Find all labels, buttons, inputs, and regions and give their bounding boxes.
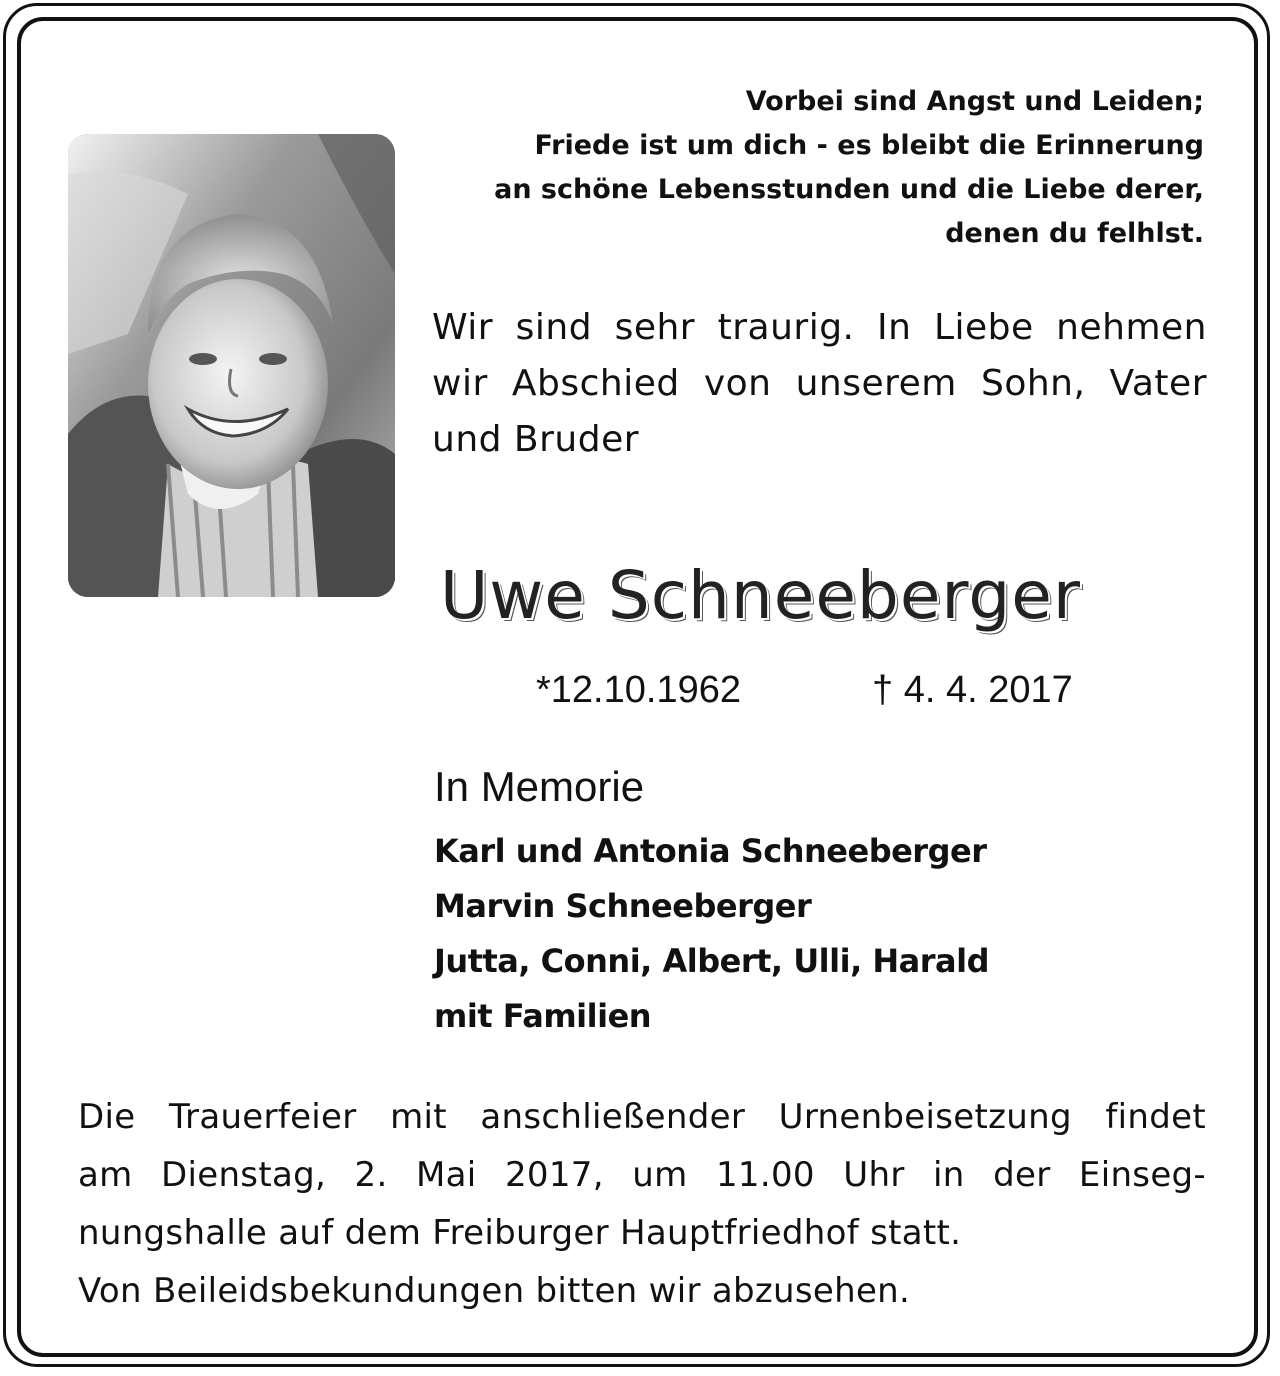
verse-line: an schöne Lebensstunden und die Liebe derer, (494, 174, 1204, 205)
verse-line: Friede ist um dich - es bleibt die Erinnerung (534, 130, 1204, 161)
ceremony-notice (78, 1088, 1206, 1320)
mourner-line: Jutta, Conni, Albert, Ulli, Harald (434, 942, 989, 980)
mourner-line: Marvin Schneeberger (434, 887, 812, 925)
mourners-list (434, 824, 989, 1044)
ceremony-line: Die Trauerfeier mit anschließender Urnenbeisetzung findet (78, 1097, 1206, 1137)
life-dates (536, 665, 1073, 715)
verse-line: denen du felhlst. (945, 218, 1204, 249)
mourners-heading: In Memorie (434, 763, 645, 810)
ceremony-line: Von Beileidsbekundungen bitten wir abzusehen. (78, 1271, 911, 1311)
deceased-name: Uwe Schneeberger (440, 557, 1082, 634)
ceremony-line: nungshalle auf dem Freiburger Hauptfriedhof statt. (78, 1213, 962, 1253)
mourner-line: Karl und Antonia Schneeberger (434, 832, 987, 870)
ceremony-line: am Dienstag, 2. Mai 2017, um 11.00 Uhr in der Einseg- (78, 1155, 1206, 1195)
mourner-line: mit Familien (434, 997, 652, 1035)
intro-text: Wir sind sehr traurig. In Liebe nehmen wir Abschied von unserem Sohn, Vater und Bruder (432, 307, 1207, 460)
birth-date: *12.10.1962 (536, 669, 741, 711)
verse-line: Vorbei sind Angst und Leiden; (745, 86, 1204, 117)
portrait-photo (68, 134, 395, 597)
death-date: † 4. 4. 2017 (872, 669, 1073, 711)
memorial-verse (444, 80, 1204, 256)
